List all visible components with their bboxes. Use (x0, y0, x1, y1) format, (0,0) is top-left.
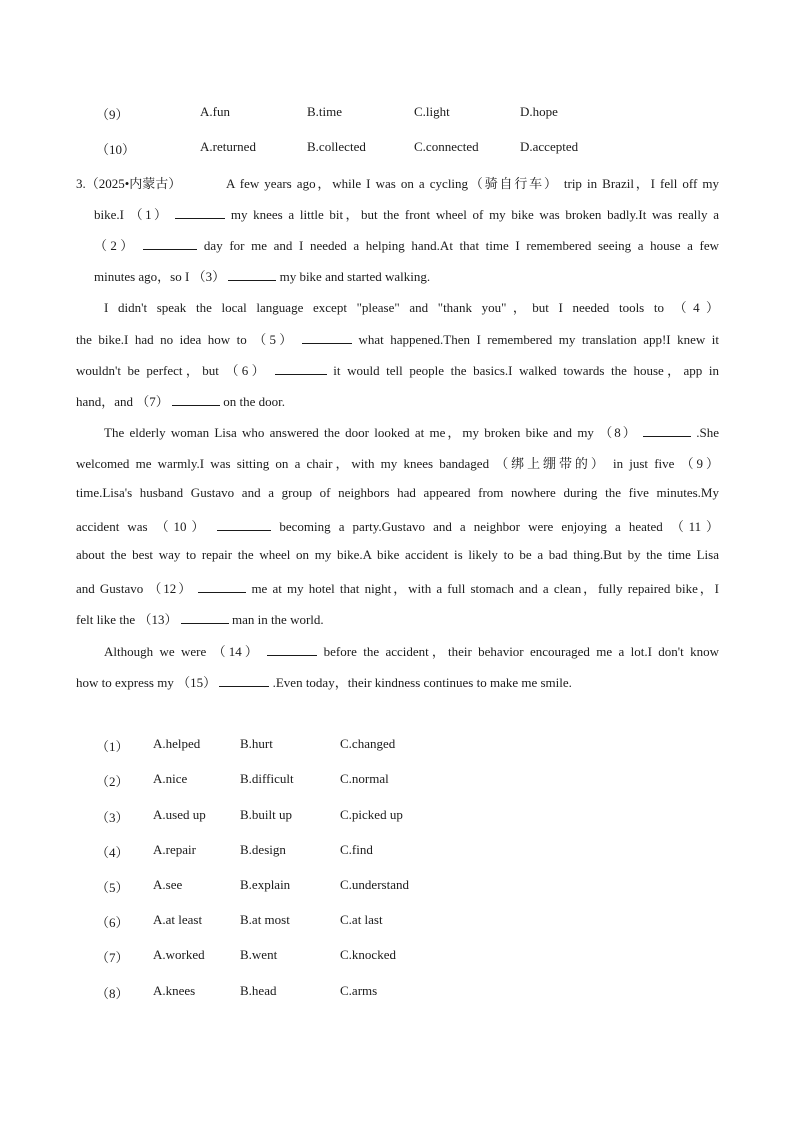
passage-text: I didn't speak the local language except "please" and "thank you"，but I needed tools to （4） (104, 300, 719, 315)
passage-text: man in the world. (231, 612, 324, 627)
passage-text: how to express my （15） (76, 675, 217, 690)
answer-blank-12[interactable] (198, 581, 246, 593)
passage-text: about the best way to repair the wheel on my bike.A bike accident is likely to be a bad thing.But by the time Lisa (76, 547, 719, 562)
option-row-7 (0, 947, 794, 965)
option-a: A.returned (200, 139, 256, 154)
passage-text: on the door. (223, 394, 286, 409)
answer-blank-15[interactable] (219, 675, 269, 687)
passage-text: felt like the （13） (76, 612, 178, 627)
option-row-6 (0, 912, 794, 930)
option-c: C.at last (340, 912, 383, 927)
option-c: C.find (340, 842, 373, 857)
passage-line-4 (94, 266, 430, 285)
option-a: A.fun (200, 104, 230, 119)
passage-text: it would tell people the basics.I walked towards the house，app in (333, 363, 719, 378)
passage-text: my knees a little bit，but the front wheel of my bike was broken badly.It was really a (230, 207, 719, 222)
option-b: B.built up (240, 807, 293, 822)
passage-text: my bike and started walking. (279, 269, 431, 284)
option-row-3 (0, 807, 794, 825)
passage-text: accident was （10） (76, 519, 210, 534)
passage-line-12 (76, 516, 719, 535)
question-header: 3.（2025•内蒙古） (76, 176, 182, 191)
option-a: A.at least (153, 912, 203, 927)
passage-line-11 (76, 485, 719, 501)
option-c: C.knocked (340, 947, 396, 962)
option-row-2 (0, 771, 794, 789)
option-c: C.light (414, 104, 450, 119)
option-number: （1） (96, 739, 129, 754)
passage-line-17 (76, 672, 572, 691)
option-b: B.hurt (240, 736, 273, 751)
option-number: （8） (96, 986, 129, 1001)
passage-line-3 (94, 235, 719, 254)
option-b: B.collected (307, 139, 366, 154)
passage-line-2 (94, 204, 719, 223)
passage-text: before the accident，their behavior encouraged me a lot.I don't know (323, 644, 719, 659)
passage-text: me at my hotel that night，with a full stomach and a clean，fully repaired bike，I (251, 581, 719, 596)
answer-blank-10[interactable] (217, 519, 271, 531)
option-number: （6） (96, 915, 129, 930)
passage-text: A few years ago，while I was on a cycling（骑自行车） trip in Brazil，I fell off my (226, 176, 719, 191)
option-number: （10） (96, 142, 136, 157)
option-row-1 (0, 736, 794, 754)
option-a: A.nice (153, 771, 188, 786)
answer-blank-7[interactable] (172, 394, 220, 406)
passage-line-8 (76, 391, 285, 410)
option-a: A.knees (153, 983, 196, 998)
passage-line-14 (76, 578, 719, 597)
answer-blank-13[interactable] (181, 612, 229, 624)
passage-line-1 (226, 173, 719, 192)
option-b: B.went (240, 947, 278, 962)
option-a: A.used up (153, 807, 206, 822)
option-a: A.repair (153, 842, 196, 857)
passage-text: Although we were （14） (104, 644, 261, 659)
answer-blank-6[interactable] (275, 363, 327, 375)
passage-line-9 (104, 422, 719, 441)
option-number: （5） (96, 880, 129, 895)
option-c: C.connected (414, 139, 479, 154)
option-b: B.design (240, 842, 286, 857)
passage-text: becoming a party.Gustavo and a neighbor were enjoying a heated （11） (279, 519, 720, 534)
option-c: C.normal (340, 771, 389, 786)
option-c: C.understand (340, 877, 409, 892)
answer-blank-8[interactable] (643, 425, 691, 437)
answer-blank-5[interactable] (302, 332, 352, 344)
option-c: C.changed (340, 736, 396, 751)
option-c: C.arms (340, 983, 378, 998)
passage-text: bike.I （1） (94, 207, 170, 222)
passage-line-15 (76, 609, 324, 628)
option-c: C.picked up (340, 807, 403, 822)
option-row-10 (0, 139, 794, 157)
passage-text: day for me and I needed a helping hand.At that time I remembered seeing a house a few (203, 238, 720, 253)
option-d: D.accepted (520, 139, 579, 154)
passage-line-13 (76, 547, 719, 563)
answer-blank-3[interactable] (228, 269, 276, 281)
option-number: （2） (96, 774, 129, 789)
passage-text: minutes ago，so I （3） (94, 269, 226, 284)
option-number: （9） (96, 107, 129, 122)
passage-text: .Even today，their kindness continues to make me smile. (272, 675, 572, 690)
passage-line-16 (104, 641, 719, 660)
option-a: A.see (153, 877, 183, 892)
passage-text: what happened.Then I remembered my translation app!I knew it (358, 332, 720, 347)
answer-blank-1[interactable] (175, 207, 225, 219)
passage-text: wouldn't be perfect，but （6） (76, 363, 269, 378)
passage-line-5 (104, 297, 719, 316)
answer-blank-14[interactable] (267, 644, 317, 656)
passage-text: and Gustavo （12） (76, 581, 194, 596)
option-row-8 (0, 983, 794, 1001)
passage-text: time.Lisa's husband Gustavo and a group of neighbors had appeared from nowhere during the five minutes.My (76, 485, 719, 500)
option-b: B.time (307, 104, 343, 119)
passage-text: welcomed me warmly.I was sitting on a chair，with my knees bandaged （绑上绷带的） in just five （9） (76, 456, 719, 471)
option-a: A.helped (153, 736, 201, 751)
option-row-9 (0, 104, 794, 122)
passage-line-10 (76, 453, 719, 472)
answer-blank-2[interactable] (143, 238, 197, 250)
option-b: B.at most (240, 912, 290, 927)
option-b: B.explain (240, 877, 291, 892)
passage-text: （2） (94, 238, 137, 253)
passage-line-6 (76, 329, 719, 348)
passage-text: The elderly woman Lisa who answered the door looked at me，my broken bike and my （8） (104, 425, 638, 440)
passage-text: the bike.I had no idea how to （5） (76, 332, 296, 347)
option-row-4 (0, 842, 794, 860)
option-a: A.worked (153, 947, 205, 962)
option-b: B.head (240, 983, 277, 998)
passage-text: hand，and （7） (76, 394, 169, 409)
option-number: （3） (96, 810, 129, 825)
passage-line-7 (76, 360, 719, 379)
passage-text: .She (696, 425, 720, 440)
option-number: （7） (96, 950, 129, 965)
option-row-5 (0, 877, 794, 895)
option-number: （4） (96, 845, 129, 860)
option-b: B.difficult (240, 771, 294, 786)
option-d: D.hope (520, 104, 558, 119)
